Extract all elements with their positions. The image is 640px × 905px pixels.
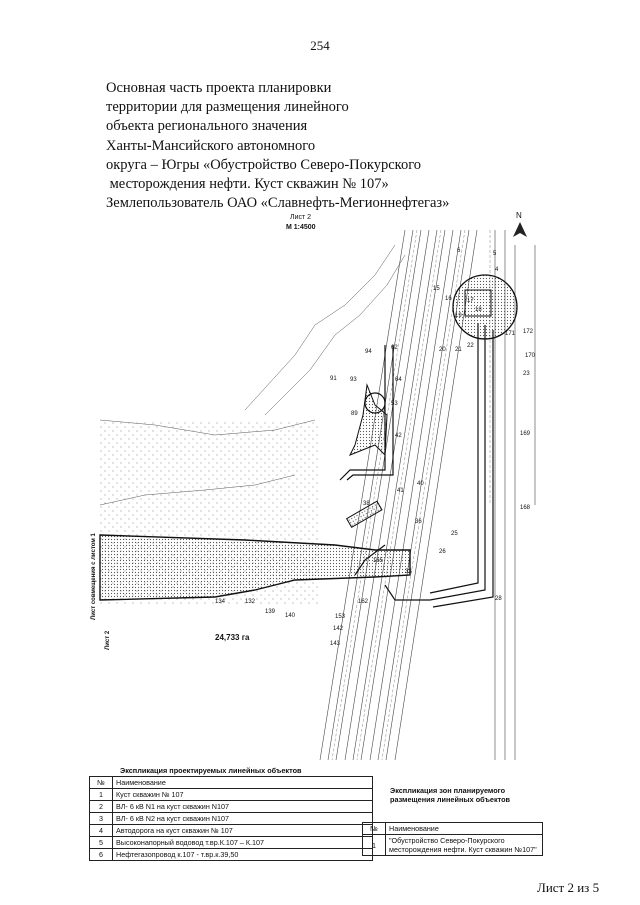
planning-map bbox=[91, 205, 550, 760]
svg-text:40: 40 bbox=[417, 481, 424, 487]
table2-header-name: Наименование bbox=[386, 823, 543, 835]
svg-text:15: 15 bbox=[433, 286, 440, 292]
svg-text:142: 142 bbox=[333, 626, 344, 632]
svg-text:132: 132 bbox=[245, 599, 256, 605]
map-sheet-label: Лист 2 bbox=[290, 214, 312, 221]
svg-text:165: 165 bbox=[373, 558, 384, 564]
page-number: 254 bbox=[310, 38, 330, 53]
svg-text:6: 6 bbox=[457, 248, 461, 254]
svg-text:53: 53 bbox=[391, 401, 398, 407]
title-line-2: территории для размещения линейного bbox=[106, 99, 349, 116]
title-line-7: Землепользователь ОАО «Славнефть-Мегионнефтегаз» bbox=[106, 195, 450, 212]
table-row: 6 Нефтегазопровод к.107 - т.вр.к.39,50 bbox=[90, 849, 373, 861]
svg-text:64: 64 bbox=[395, 377, 402, 383]
svg-text:168: 168 bbox=[520, 505, 531, 511]
svg-text:20: 20 bbox=[439, 347, 446, 353]
svg-text:16: 16 bbox=[445, 296, 452, 302]
svg-text:4: 4 bbox=[495, 267, 499, 273]
svg-text:38: 38 bbox=[363, 501, 370, 507]
side-label-2: Лист 2 bbox=[105, 630, 111, 650]
svg-text:169: 169 bbox=[520, 431, 531, 437]
title-line-5: округа – Югры «Обустройство Северо-Покурского bbox=[106, 156, 422, 173]
sheet-counter: Лист 2 из 5 bbox=[537, 880, 600, 895]
title-line-1: Основная часть проекта планировки bbox=[106, 80, 332, 96]
svg-text:143: 143 bbox=[330, 641, 341, 647]
north-arrow-icon bbox=[513, 211, 527, 237]
map-scale-label: М 1:4500 bbox=[286, 224, 316, 231]
table1-caption: Экспликация проектируемых линейных объектов bbox=[120, 766, 302, 775]
table2-caption: Экспликация зон планируемого размещения линейных объектов bbox=[390, 786, 511, 804]
svg-text:153: 153 bbox=[335, 614, 346, 620]
linear-objects-table bbox=[89, 776, 373, 861]
svg-text:33: 33 bbox=[405, 569, 412, 575]
svg-text:139: 139 bbox=[265, 609, 276, 615]
svg-text:21: 21 bbox=[455, 347, 462, 353]
svg-text:36: 36 bbox=[415, 519, 422, 525]
well-pad bbox=[453, 275, 517, 339]
title-line-6: месторождения нефти. Куст скважин № 107» bbox=[106, 176, 389, 193]
svg-text:89: 89 bbox=[351, 411, 358, 417]
svg-text:26: 26 bbox=[439, 549, 446, 555]
svg-text:170: 170 bbox=[525, 353, 536, 359]
north-label: N bbox=[516, 211, 522, 220]
svg-text:134: 134 bbox=[215, 599, 226, 605]
table-row: 3 ВЛ- 6 кВ N2 на куст скважин N107 bbox=[90, 813, 373, 825]
svg-text:172: 172 bbox=[523, 329, 534, 335]
svg-text:42: 42 bbox=[395, 433, 402, 439]
table-row: 1 "Обустройство Северо-Покурского месторождения нефти. Куст скважин №107" bbox=[363, 835, 543, 856]
svg-text:28: 28 bbox=[495, 596, 502, 602]
svg-text:17: 17 bbox=[467, 298, 474, 304]
svg-text:18: 18 bbox=[475, 307, 482, 313]
svg-text:162: 162 bbox=[358, 599, 369, 605]
svg-text:25: 25 bbox=[451, 531, 458, 537]
svg-text:93: 93 bbox=[350, 377, 357, 383]
svg-text:140: 140 bbox=[285, 613, 296, 619]
svg-text:94: 94 bbox=[365, 349, 372, 355]
svg-text:19: 19 bbox=[455, 313, 462, 319]
table-row: 2 ВЛ- 6 кВ N1 на куст скважин N107 bbox=[90, 801, 373, 813]
title-line-3: объекта регионального значения bbox=[106, 118, 308, 135]
table-row: 4 Автодорога на куст скважин № 107 bbox=[90, 825, 373, 837]
svg-text:23: 23 bbox=[523, 371, 530, 377]
svg-text:5: 5 bbox=[493, 251, 497, 257]
table1-header-num: № bbox=[90, 777, 113, 789]
table-row: 1 Куст скважин № 107 bbox=[90, 789, 373, 801]
planning-zones-table bbox=[362, 822, 543, 856]
title-line-4: Ханты-Мансийского автономного bbox=[106, 137, 316, 154]
svg-text:41: 41 bbox=[397, 488, 404, 494]
svg-text:91: 91 bbox=[330, 376, 337, 382]
side-label: Лист совмещения с листом 1 bbox=[91, 533, 97, 620]
svg-text:171: 171 bbox=[505, 331, 516, 337]
table2-header-num: № bbox=[363, 823, 386, 835]
table1-header-name: Наименование bbox=[113, 777, 373, 789]
area-label: 24,733 га bbox=[215, 633, 250, 642]
document-title bbox=[106, 79, 449, 213]
table-row: 5 Высоконапорный водовод т.вр.К.107 – К.107 bbox=[90, 837, 373, 849]
svg-text:22: 22 bbox=[467, 343, 474, 349]
svg-text:62: 62 bbox=[391, 345, 398, 351]
